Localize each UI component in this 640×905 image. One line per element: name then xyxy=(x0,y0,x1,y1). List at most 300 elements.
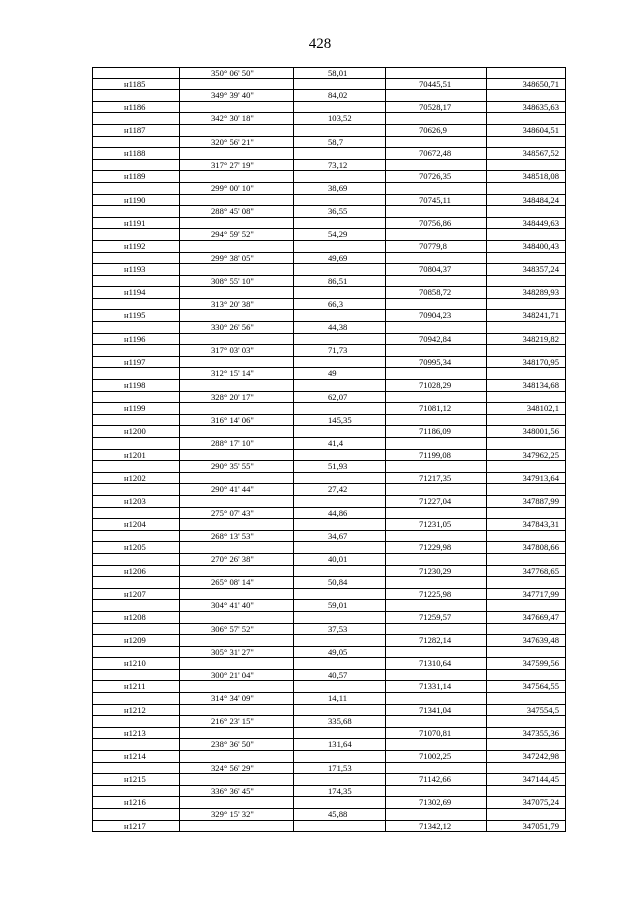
table-row xyxy=(92,624,566,636)
point-id-cell: н1215 xyxy=(92,774,179,785)
point-id-cell xyxy=(92,276,179,287)
direction-angle-cell: 330° 26' 56" xyxy=(179,322,293,333)
distance-cell: 54,29 xyxy=(293,229,385,240)
y-coordinate-cell: 347717,99 xyxy=(486,589,566,600)
direction-angle-cell xyxy=(179,218,293,229)
table-body xyxy=(92,67,566,832)
distance-cell xyxy=(293,79,385,90)
direction-angle-cell: 349° 39' 40" xyxy=(179,90,293,101)
distance-cell: 174,35 xyxy=(293,786,385,797)
x-coordinate-cell xyxy=(385,137,486,148)
point-id-cell: н1206 xyxy=(92,566,179,577)
table-row xyxy=(92,681,566,693)
point-id-cell xyxy=(92,554,179,565)
point-id-cell xyxy=(92,716,179,727)
x-coordinate-cell xyxy=(385,670,486,681)
table-row xyxy=(92,368,566,380)
table-row xyxy=(92,253,566,265)
y-coordinate-cell: 348449,63 xyxy=(486,218,566,229)
x-coordinate-cell xyxy=(385,786,486,797)
x-coordinate-cell: 71342,12 xyxy=(385,821,486,832)
table-row xyxy=(92,705,566,717)
table-row xyxy=(92,821,566,833)
y-coordinate-cell: 348001,56 xyxy=(486,426,566,437)
point-id-cell: н1212 xyxy=(92,705,179,716)
point-id-cell: н1209 xyxy=(92,635,179,646)
y-coordinate-cell: 347355,36 xyxy=(486,728,566,739)
direction-angle-cell xyxy=(179,450,293,461)
direction-angle-cell xyxy=(179,380,293,391)
table-row xyxy=(92,542,566,554)
table-row xyxy=(92,670,566,682)
direction-angle-cell xyxy=(179,751,293,762)
x-coordinate-cell: 71070,81 xyxy=(385,728,486,739)
x-coordinate-cell: 71302,69 xyxy=(385,797,486,808)
point-id-cell xyxy=(92,299,179,310)
distance-cell xyxy=(293,821,385,832)
x-coordinate-cell xyxy=(385,484,486,495)
distance-cell: 50,84 xyxy=(293,577,385,588)
distance-cell xyxy=(293,566,385,577)
y-coordinate-cell: 348650,71 xyxy=(486,79,566,90)
y-coordinate-cell xyxy=(486,368,566,379)
direction-angle-cell: 268° 13' 53" xyxy=(179,531,293,542)
table-row xyxy=(92,102,566,114)
table-row xyxy=(92,137,566,149)
y-coordinate-cell xyxy=(486,577,566,588)
direction-angle-cell: 324° 56' 29" xyxy=(179,763,293,774)
table-row xyxy=(92,600,566,612)
distance-cell xyxy=(293,635,385,646)
table-row xyxy=(92,206,566,218)
x-coordinate-cell: 70726,35 xyxy=(385,171,486,182)
table-row xyxy=(92,264,566,276)
direction-angle-cell xyxy=(179,774,293,785)
y-coordinate-cell: 347144,45 xyxy=(486,774,566,785)
distance-cell xyxy=(293,658,385,669)
y-coordinate-cell xyxy=(486,531,566,542)
point-id-cell: н1200 xyxy=(92,426,179,437)
point-id-cell xyxy=(92,461,179,472)
table-row xyxy=(92,299,566,311)
x-coordinate-cell: 71229,98 xyxy=(385,542,486,553)
table-row xyxy=(92,786,566,798)
y-coordinate-cell xyxy=(486,508,566,519)
table-row xyxy=(92,461,566,473)
point-id-cell: н1188 xyxy=(92,148,179,159)
x-coordinate-cell xyxy=(385,392,486,403)
y-coordinate-cell: 347639,48 xyxy=(486,635,566,646)
point-id-cell: н1190 xyxy=(92,195,179,206)
y-coordinate-cell: 347843,31 xyxy=(486,519,566,530)
x-coordinate-cell: 71002,25 xyxy=(385,751,486,762)
direction-angle-cell: 238° 36' 50" xyxy=(179,739,293,750)
y-coordinate-cell xyxy=(486,229,566,240)
x-coordinate-cell: 70672,48 xyxy=(385,148,486,159)
direction-angle-cell xyxy=(179,125,293,136)
y-coordinate-cell: 348604,51 xyxy=(486,125,566,136)
table-row xyxy=(92,519,566,531)
y-coordinate-cell xyxy=(486,647,566,658)
point-id-cell: н1199 xyxy=(92,403,179,414)
direction-angle-cell xyxy=(179,403,293,414)
y-coordinate-cell xyxy=(486,183,566,194)
direction-angle-cell: 288° 45' 08" xyxy=(179,206,293,217)
table-row xyxy=(92,79,566,91)
x-coordinate-cell xyxy=(385,299,486,310)
distance-cell: 335,68 xyxy=(293,716,385,727)
x-coordinate-cell xyxy=(385,68,486,78)
direction-angle-cell xyxy=(179,426,293,437)
direction-angle-cell: 312° 15' 14" xyxy=(179,368,293,379)
distance-cell: 36,55 xyxy=(293,206,385,217)
table-row xyxy=(92,392,566,404)
y-coordinate-cell: 348635,63 xyxy=(486,102,566,113)
y-coordinate-cell: 347913,64 xyxy=(486,473,566,484)
y-coordinate-cell xyxy=(486,322,566,333)
direction-angle-cell: 342° 30' 18" xyxy=(179,113,293,124)
x-coordinate-cell xyxy=(385,183,486,194)
y-coordinate-cell xyxy=(486,438,566,449)
direction-angle-cell xyxy=(179,102,293,113)
table-row xyxy=(92,334,566,346)
distance-cell xyxy=(293,612,385,623)
table-row xyxy=(92,90,566,102)
point-id-cell xyxy=(92,508,179,519)
distance-cell: 51,93 xyxy=(293,461,385,472)
table-row xyxy=(92,113,566,125)
point-id-cell: н1195 xyxy=(92,310,179,321)
distance-cell xyxy=(293,589,385,600)
x-coordinate-cell xyxy=(385,693,486,704)
point-id-cell xyxy=(92,809,179,820)
distance-cell: 86,51 xyxy=(293,276,385,287)
distance-cell xyxy=(293,264,385,275)
distance-cell xyxy=(293,102,385,113)
y-coordinate-cell xyxy=(486,670,566,681)
x-coordinate-cell: 70626,9 xyxy=(385,125,486,136)
x-coordinate-cell xyxy=(385,90,486,101)
point-id-cell: н1189 xyxy=(92,171,179,182)
direction-angle-cell xyxy=(179,705,293,716)
direction-angle-cell: 299° 38' 05" xyxy=(179,253,293,264)
table-row xyxy=(92,693,566,705)
table-row xyxy=(92,357,566,369)
point-id-cell xyxy=(92,670,179,681)
direction-angle-cell xyxy=(179,542,293,553)
direction-angle-cell: 290° 41' 44" xyxy=(179,484,293,495)
distance-cell: 49,69 xyxy=(293,253,385,264)
distance-cell xyxy=(293,310,385,321)
y-coordinate-cell: 347962,25 xyxy=(486,450,566,461)
direction-angle-cell: 304° 41' 40" xyxy=(179,600,293,611)
table-row xyxy=(92,241,566,253)
x-coordinate-cell xyxy=(385,368,486,379)
point-id-cell: н1216 xyxy=(92,797,179,808)
x-coordinate-cell xyxy=(385,438,486,449)
x-coordinate-cell: 71282,14 xyxy=(385,635,486,646)
x-coordinate-cell: 70904,23 xyxy=(385,310,486,321)
x-coordinate-cell: 71231,05 xyxy=(385,519,486,530)
point-id-cell: н1187 xyxy=(92,125,179,136)
table-row xyxy=(92,508,566,520)
distance-cell xyxy=(293,519,385,530)
x-coordinate-cell: 70858,72 xyxy=(385,287,486,298)
y-coordinate-cell: 348241,71 xyxy=(486,310,566,321)
point-id-cell: н1207 xyxy=(92,589,179,600)
y-coordinate-cell: 347075,24 xyxy=(486,797,566,808)
direction-angle-cell xyxy=(179,334,293,345)
table-row xyxy=(92,160,566,172)
y-coordinate-cell xyxy=(486,809,566,820)
x-coordinate-cell: 71341,04 xyxy=(385,705,486,716)
point-id-cell: н1196 xyxy=(92,334,179,345)
y-coordinate-cell xyxy=(486,113,566,124)
y-coordinate-cell: 348170,95 xyxy=(486,357,566,368)
x-coordinate-cell: 70779,8 xyxy=(385,241,486,252)
y-coordinate-cell: 347554,5 xyxy=(486,705,566,716)
direction-angle-cell xyxy=(179,635,293,646)
distance-cell: 66,3 xyxy=(293,299,385,310)
x-coordinate-cell xyxy=(385,554,486,565)
x-coordinate-cell: 71028,29 xyxy=(385,380,486,391)
y-coordinate-cell: 348518,08 xyxy=(486,171,566,182)
y-coordinate-cell xyxy=(486,299,566,310)
distance-cell xyxy=(293,287,385,298)
x-coordinate-cell xyxy=(385,345,486,356)
table-row xyxy=(92,716,566,728)
point-id-cell: н1186 xyxy=(92,102,179,113)
distance-cell xyxy=(293,218,385,229)
point-id-cell: н1202 xyxy=(92,473,179,484)
point-id-cell xyxy=(92,577,179,588)
distance-cell xyxy=(293,542,385,553)
point-id-cell xyxy=(92,229,179,240)
distance-cell: 44,86 xyxy=(293,508,385,519)
x-coordinate-cell xyxy=(385,253,486,264)
distance-cell xyxy=(293,171,385,182)
distance-cell xyxy=(293,496,385,507)
page-number: 428 xyxy=(308,36,332,52)
x-coordinate-cell xyxy=(385,716,486,727)
distance-cell xyxy=(293,705,385,716)
y-coordinate-cell xyxy=(486,160,566,171)
table-row xyxy=(92,797,566,809)
table-row xyxy=(92,287,566,299)
y-coordinate-cell: 347599,56 xyxy=(486,658,566,669)
distance-cell xyxy=(293,403,385,414)
distance-cell xyxy=(293,728,385,739)
point-id-cell: н1204 xyxy=(92,519,179,530)
point-id-cell: н1217 xyxy=(92,821,179,832)
direction-angle-cell: 294° 59' 52" xyxy=(179,229,293,240)
y-coordinate-cell xyxy=(486,600,566,611)
y-coordinate-cell xyxy=(486,90,566,101)
y-coordinate-cell xyxy=(486,253,566,264)
x-coordinate-cell: 70445,51 xyxy=(385,79,486,90)
y-coordinate-cell: 347808,66 xyxy=(486,542,566,553)
point-id-cell xyxy=(92,600,179,611)
table-row xyxy=(92,589,566,601)
y-coordinate-cell xyxy=(486,716,566,727)
direction-angle-cell xyxy=(179,310,293,321)
direction-angle-cell xyxy=(179,658,293,669)
direction-angle-cell: 275° 07' 43" xyxy=(179,508,293,519)
table-row xyxy=(92,496,566,508)
direction-angle-cell: 300° 21' 04" xyxy=(179,670,293,681)
table-row xyxy=(92,125,566,137)
point-id-cell xyxy=(92,183,179,194)
coordinates-table xyxy=(92,67,566,832)
distance-cell xyxy=(293,195,385,206)
direction-angle-cell: 320° 56' 21" xyxy=(179,137,293,148)
table-row xyxy=(92,148,566,160)
direction-angle-cell: 313° 20' 38" xyxy=(179,299,293,310)
y-coordinate-cell xyxy=(486,392,566,403)
x-coordinate-cell: 70804,37 xyxy=(385,264,486,275)
direction-angle-cell xyxy=(179,728,293,739)
table-row xyxy=(92,739,566,751)
direction-angle-cell: 299° 00' 10" xyxy=(179,183,293,194)
direction-angle-cell xyxy=(179,195,293,206)
x-coordinate-cell xyxy=(385,461,486,472)
x-coordinate-cell xyxy=(385,624,486,635)
distance-cell: 49,05 xyxy=(293,647,385,658)
direction-angle-cell xyxy=(179,264,293,275)
point-id-cell: н1201 xyxy=(92,450,179,461)
point-id-cell: н1197 xyxy=(92,357,179,368)
x-coordinate-cell: 70942,84 xyxy=(385,334,486,345)
distance-cell xyxy=(293,751,385,762)
distance-cell: 145,35 xyxy=(293,415,385,426)
point-id-cell xyxy=(92,368,179,379)
x-coordinate-cell: 71199,08 xyxy=(385,450,486,461)
point-id-cell xyxy=(92,647,179,658)
distance-cell: 58,7 xyxy=(293,137,385,148)
table-row xyxy=(92,484,566,496)
distance-cell xyxy=(293,125,385,136)
direction-angle-cell: 288° 17' 10" xyxy=(179,438,293,449)
distance-cell: 171,53 xyxy=(293,763,385,774)
point-id-cell: н1214 xyxy=(92,751,179,762)
table-row xyxy=(92,415,566,427)
distance-cell: 34,67 xyxy=(293,531,385,542)
distance-cell xyxy=(293,450,385,461)
x-coordinate-cell xyxy=(385,508,486,519)
table-row xyxy=(92,310,566,322)
y-coordinate-cell xyxy=(486,276,566,287)
point-id-cell xyxy=(92,160,179,171)
distance-cell: 40,57 xyxy=(293,670,385,681)
table-row xyxy=(92,171,566,183)
distance-cell xyxy=(293,334,385,345)
x-coordinate-cell: 70995,34 xyxy=(385,357,486,368)
x-coordinate-cell xyxy=(385,160,486,171)
y-coordinate-cell: 347242,98 xyxy=(486,751,566,762)
point-id-cell xyxy=(92,137,179,148)
table-row xyxy=(92,531,566,543)
y-coordinate-cell: 348484,24 xyxy=(486,195,566,206)
distance-cell: 59,01 xyxy=(293,600,385,611)
table-row xyxy=(92,438,566,450)
y-coordinate-cell xyxy=(486,345,566,356)
x-coordinate-cell xyxy=(385,809,486,820)
distance-cell xyxy=(293,426,385,437)
table-row xyxy=(92,473,566,485)
y-coordinate-cell xyxy=(486,137,566,148)
table-row xyxy=(92,751,566,763)
point-id-cell: н1191 xyxy=(92,218,179,229)
y-coordinate-cell xyxy=(486,624,566,635)
direction-angle-cell: 328° 20' 17" xyxy=(179,392,293,403)
x-coordinate-cell: 71081,12 xyxy=(385,403,486,414)
distance-cell: 38,69 xyxy=(293,183,385,194)
direction-angle-cell xyxy=(179,681,293,692)
y-coordinate-cell: 348567,52 xyxy=(486,148,566,159)
distance-cell xyxy=(293,473,385,484)
direction-angle-cell: 317° 27' 19" xyxy=(179,160,293,171)
x-coordinate-cell xyxy=(385,577,486,588)
table-row xyxy=(92,566,566,578)
point-id-cell xyxy=(92,90,179,101)
x-coordinate-cell xyxy=(385,113,486,124)
point-id-cell xyxy=(92,392,179,403)
direction-angle-cell: 265° 08' 14" xyxy=(179,577,293,588)
table-row xyxy=(92,322,566,334)
table-row xyxy=(92,380,566,392)
distance-cell: 27,42 xyxy=(293,484,385,495)
direction-angle-cell: 305° 31' 27" xyxy=(179,647,293,658)
direction-angle-cell xyxy=(179,797,293,808)
table-row xyxy=(92,426,566,438)
distance-cell: 58,01 xyxy=(293,68,385,78)
point-id-cell: н1208 xyxy=(92,612,179,623)
table-row xyxy=(92,577,566,589)
x-coordinate-cell: 71230,29 xyxy=(385,566,486,577)
direction-angle-cell: 350° 06' 50" xyxy=(179,68,293,78)
direction-angle-cell: 290° 35' 55" xyxy=(179,461,293,472)
direction-angle-cell xyxy=(179,357,293,368)
point-id-cell: н1194 xyxy=(92,287,179,298)
point-id-cell xyxy=(92,113,179,124)
distance-cell xyxy=(293,148,385,159)
y-coordinate-cell xyxy=(486,739,566,750)
point-id-cell: н1192 xyxy=(92,241,179,252)
x-coordinate-cell xyxy=(385,739,486,750)
y-coordinate-cell xyxy=(486,484,566,495)
table-row xyxy=(92,763,566,775)
direction-angle-cell: 336° 36' 45" xyxy=(179,786,293,797)
x-coordinate-cell xyxy=(385,763,486,774)
direction-angle-cell xyxy=(179,171,293,182)
y-coordinate-cell: 347768,65 xyxy=(486,566,566,577)
distance-cell xyxy=(293,241,385,252)
x-coordinate-cell xyxy=(385,647,486,658)
distance-cell: 73,12 xyxy=(293,160,385,171)
distance-cell: 14,11 xyxy=(293,693,385,704)
table-row xyxy=(92,647,566,659)
table-row xyxy=(92,774,566,786)
x-coordinate-cell xyxy=(385,229,486,240)
table-row xyxy=(92,554,566,566)
distance-cell: 44,38 xyxy=(293,322,385,333)
table-row xyxy=(92,276,566,288)
point-id-cell xyxy=(92,739,179,750)
y-coordinate-cell xyxy=(486,786,566,797)
table-row xyxy=(92,450,566,462)
distance-cell: 37,53 xyxy=(293,624,385,635)
x-coordinate-cell: 71225,98 xyxy=(385,589,486,600)
